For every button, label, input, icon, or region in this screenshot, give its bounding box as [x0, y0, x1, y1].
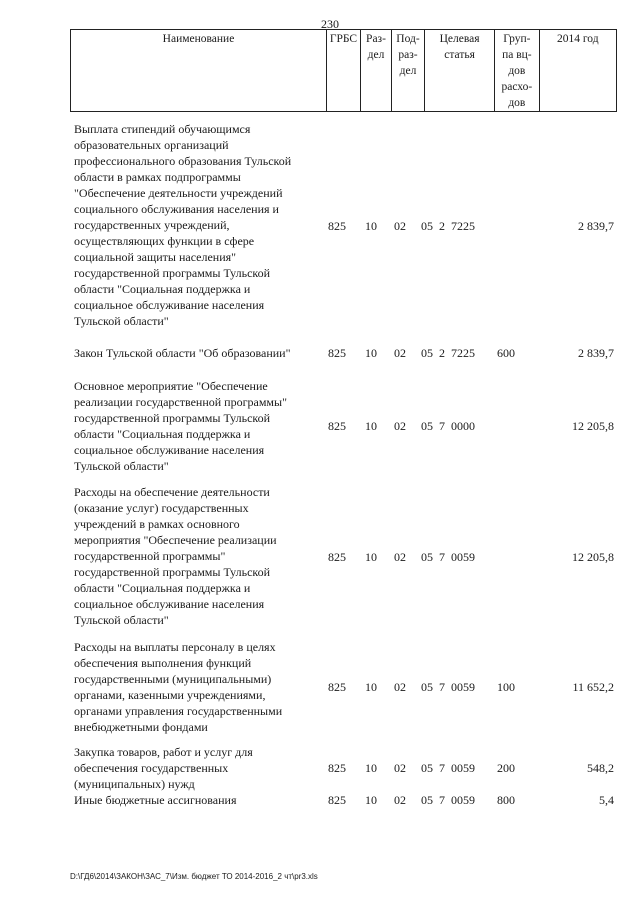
row-podrazdel: 02: [394, 346, 406, 360]
header-grbs: ГРБС: [326, 30, 360, 112]
header-name: Наименование: [71, 30, 327, 112]
row-target: 05 2 7225: [421, 219, 475, 233]
row-name: Закон Тульской области "Об образовании": [74, 346, 291, 360]
row-razdel: 10: [365, 346, 377, 360]
row-amount: 2 839,7: [578, 346, 614, 360]
row-grbs: 825: [328, 680, 346, 694]
header-podrazdel: Под- раз- дел: [391, 30, 424, 112]
row-razdel: 10: [365, 419, 377, 433]
footer-file-path: D:\ГД6\2014\ЗАКОН\ЗАС_7\Изм. бюджет ТО 2014-2016_2 чт\pr3.xls: [70, 872, 318, 881]
row-name: Закупка товаров, работ и услуг для обеспечения государственных (муниципальных) нужд: [74, 745, 253, 791]
row-razdel: 10: [365, 680, 377, 694]
row-name: Расходы на выплаты персоналу в целях обеспечения выполнения функций государственными (муниципальными) органами, казенными учреждениями, органами управления государственными внебюджетными фондами: [74, 640, 283, 734]
row-target: 05 7 0059: [421, 793, 475, 807]
table-row: [0, 378, 640, 474]
page-number: 230: [321, 17, 339, 31]
row-amount: 12 205,8: [572, 419, 614, 433]
row-target: 05 2 7225: [421, 346, 475, 360]
row-name: Основное мероприятие "Обеспечение реализации государственной программы" государственной программы Тульской области "Социальная поддержка и социальное обслуживание населения Тульской области": [74, 379, 287, 473]
row-grbs: 825: [328, 346, 346, 360]
row-razdel: 10: [365, 219, 377, 233]
header-year: 2014 год: [539, 30, 616, 112]
row-vid: 100: [497, 680, 515, 694]
row-target: 05 7 0059: [421, 680, 475, 694]
table-row: [0, 484, 640, 629]
row-vid: 200: [497, 761, 515, 775]
row-amount: 5,4: [599, 793, 614, 807]
row-grbs: 825: [328, 761, 346, 775]
row-amount: 12 205,8: [572, 550, 614, 564]
table-row: [0, 792, 640, 808]
table-row: [0, 345, 640, 361]
row-amount: 11 652,2: [572, 680, 614, 694]
row-target: 05 7 0059: [421, 761, 475, 775]
row-grbs: 825: [328, 793, 346, 807]
table-row: [0, 639, 640, 735]
row-grbs: 825: [328, 219, 346, 233]
row-podrazdel: 02: [394, 680, 406, 694]
row-amount: 548,2: [587, 761, 614, 775]
row-grbs: 825: [328, 419, 346, 433]
table-row: [0, 744, 640, 792]
row-razdel: 10: [365, 761, 377, 775]
header-razdel: Раз- дел: [361, 30, 392, 112]
row-podrazdel: 02: [394, 550, 406, 564]
row-target: 05 7 0059: [421, 550, 475, 564]
row-name: Иные бюджетные ассигнования: [74, 793, 237, 807]
row-name: Выплата стипендий обучающимся образовательных организаций профессионального образования Тульской области в рамках подпрограммы "Обеспечение деятельности учреждений социального обслуживания населения и государственных учреждений, осуществляющих функции в сфере социальной защиты населения" государственной программы Тульской области "Социальная поддержка и социальное обслуживание населения Тульской области": [74, 122, 292, 328]
row-razdel: 10: [365, 793, 377, 807]
header-vid: Груп- па вц- дов расхо- дов: [495, 30, 539, 112]
row-podrazdel: 02: [394, 761, 406, 775]
header-target: Целевая статья: [424, 30, 494, 112]
row-razdel: 10: [365, 550, 377, 564]
row-podrazdel: 02: [394, 793, 406, 807]
row-target: 05 7 0000: [421, 419, 475, 433]
row-vid: 600: [497, 346, 515, 360]
row-name: Расходы на обеспечение деятельности (оказание услуг) государственных учреждений в рамках основного мероприятия "Обеспечение реализации государственной программы" государственной программы Тульской области "Социальная поддержка и социальное обслуживание населения Тульской области": [74, 485, 277, 627]
table-row: [0, 121, 640, 331]
row-podrazdel: 02: [394, 219, 406, 233]
row-podrazdel: 02: [394, 419, 406, 433]
row-amount: 2 839,7: [578, 219, 614, 233]
row-vid: 800: [497, 793, 515, 807]
row-grbs: 825: [328, 550, 346, 564]
